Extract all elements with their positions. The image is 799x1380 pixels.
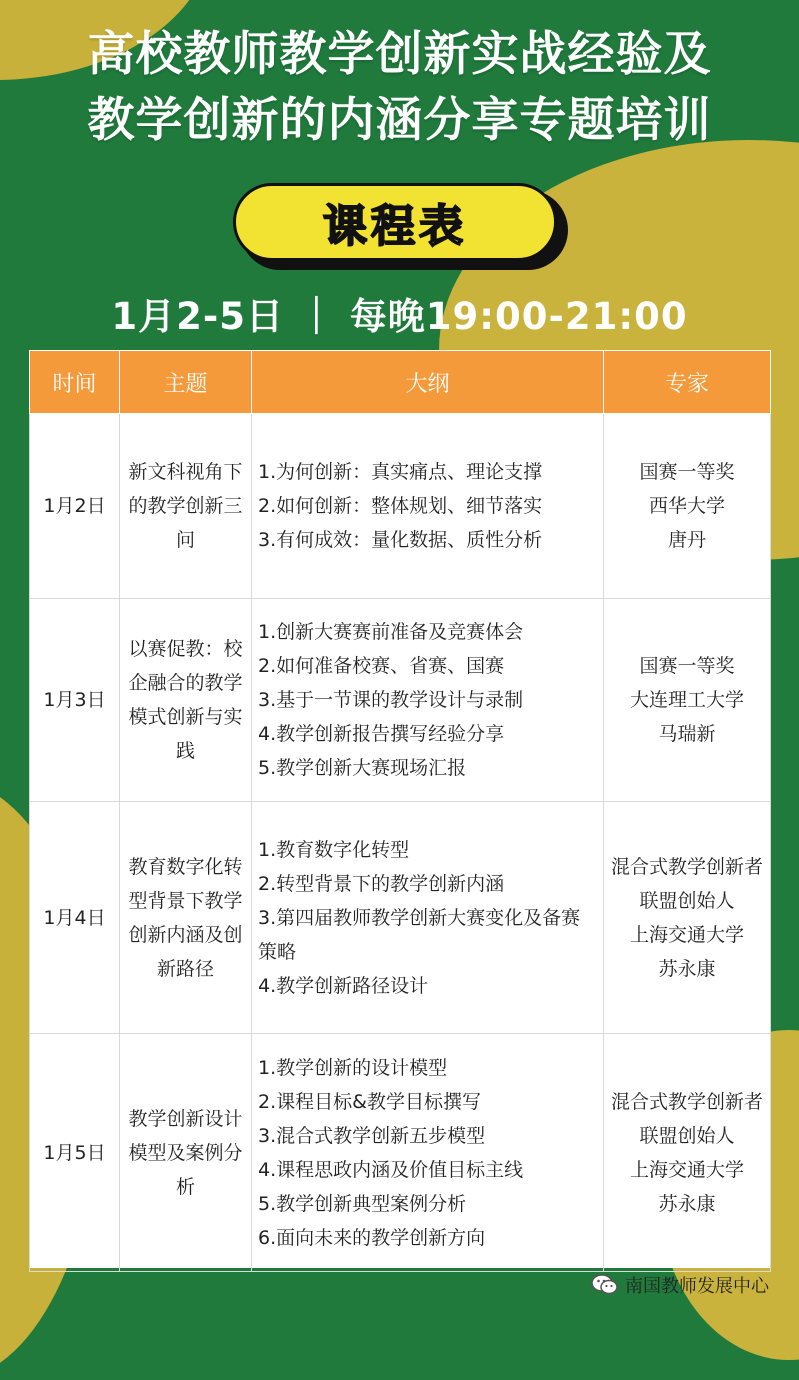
expert-line: 大连理工大学 bbox=[629, 689, 744, 711]
table-row bbox=[30, 599, 771, 802]
row-topic: 教育数字化转型背景下教学创新内涵及创新路径 bbox=[120, 802, 252, 1034]
outline-item: 3.有何成效：量化数据、质性分析 bbox=[258, 529, 543, 551]
header-outline: 大纲 bbox=[252, 351, 604, 414]
footer-text: 南国教师发展中心 bbox=[625, 1276, 769, 1297]
outline-item: 3.第四届教师教学创新大赛变化及备赛策略 bbox=[258, 906, 581, 963]
expert-line: 苏永康 bbox=[658, 957, 716, 980]
outline-item: 1.为何创新：真实痛点、理论支撑 bbox=[258, 461, 543, 483]
row-topic: 新文科视角下的教学创新三问 bbox=[120, 414, 252, 599]
row-expert bbox=[604, 414, 771, 599]
header-time: 时间 bbox=[30, 351, 120, 414]
outline-item: 2.课程目标&教学目标撰写 bbox=[258, 1090, 481, 1113]
outline-item: 3.基于一节课的教学设计与录制 bbox=[258, 689, 524, 711]
header-expert: 专家 bbox=[604, 351, 771, 414]
outline-item: 4.课程思政内涵及价值目标主线 bbox=[258, 1158, 524, 1181]
row-expert bbox=[604, 1034, 771, 1272]
outline-item: 5.教学创新典型案例分析 bbox=[258, 1192, 467, 1215]
row-topic: 以赛促教：校企融合的教学模式创新与实践 bbox=[120, 599, 252, 802]
outline-item: 3.混合式教学创新五步模型 bbox=[258, 1124, 486, 1147]
expert-line: 混合式教学创新者联盟创始人 bbox=[610, 855, 763, 912]
footer-watermark bbox=[591, 1270, 769, 1300]
outline-item: 1.教育数字化转型 bbox=[258, 838, 410, 861]
row-outline bbox=[252, 599, 604, 802]
table-row bbox=[30, 414, 771, 599]
expert-line: 混合式教学创新者联盟创始人 bbox=[610, 1090, 763, 1147]
row-date: 1月2日 bbox=[30, 414, 120, 599]
header-topic: 主题 bbox=[120, 351, 252, 414]
row-date: 1月5日 bbox=[30, 1034, 120, 1272]
outline-item: 4.教学创新报告撰写经验分享 bbox=[258, 723, 505, 745]
expert-line: 上海交通大学 bbox=[629, 923, 744, 946]
row-expert bbox=[604, 599, 771, 802]
expert-line: 苏永康 bbox=[658, 1192, 716, 1215]
expert-line: 国赛一等奖 bbox=[639, 655, 735, 677]
row-date: 1月3日 bbox=[30, 599, 120, 802]
row-outline bbox=[252, 414, 604, 599]
outline-item: 2.如何准备校赛、省赛、国赛 bbox=[258, 655, 505, 677]
schedule-table bbox=[29, 350, 770, 1268]
outline-item: 2.转型背景下的教学创新内涵 bbox=[258, 872, 505, 895]
row-date: 1月4日 bbox=[30, 802, 120, 1034]
row-outline bbox=[252, 802, 604, 1034]
expert-line: 马瑞新 bbox=[658, 723, 716, 745]
outline-item: 6.面向未来的教学创新方向 bbox=[258, 1226, 486, 1249]
page-title bbox=[0, 22, 799, 154]
title-line-2: 教学创新的内涵分享专题培训 bbox=[87, 93, 712, 148]
schedule-time: 1月2-5日 ｜ 每晚19:00-21:00 bbox=[111, 295, 688, 338]
row-expert bbox=[604, 802, 771, 1034]
expert-line: 国赛一等奖 bbox=[639, 461, 735, 483]
table-row bbox=[30, 802, 771, 1034]
outline-item: 5.教学创新大赛现场汇报 bbox=[258, 757, 467, 779]
title-line-1: 高校教师教学创新实战经验及 bbox=[87, 27, 712, 82]
outline-item: 1.创新大赛赛前准备及竞赛体会 bbox=[258, 621, 524, 643]
outline-item: 4.教学创新路径设计 bbox=[258, 974, 429, 997]
schedule-badge: 课程表 bbox=[233, 183, 557, 261]
row-topic: 教学创新设计模型及案例分析 bbox=[120, 1034, 252, 1272]
expert-line: 上海交通大学 bbox=[629, 1158, 744, 1181]
table-header-row bbox=[30, 351, 771, 414]
outline-item: 2.如何创新：整体规划、细节落实 bbox=[258, 495, 543, 517]
wechat-icon bbox=[591, 1273, 619, 1297]
expert-line: 西华大学 bbox=[648, 495, 725, 517]
table-row bbox=[30, 1034, 771, 1272]
outline-item: 1.教学创新的设计模型 bbox=[258, 1056, 448, 1079]
row-outline bbox=[252, 1034, 604, 1272]
expert-line: 唐丹 bbox=[667, 529, 706, 551]
